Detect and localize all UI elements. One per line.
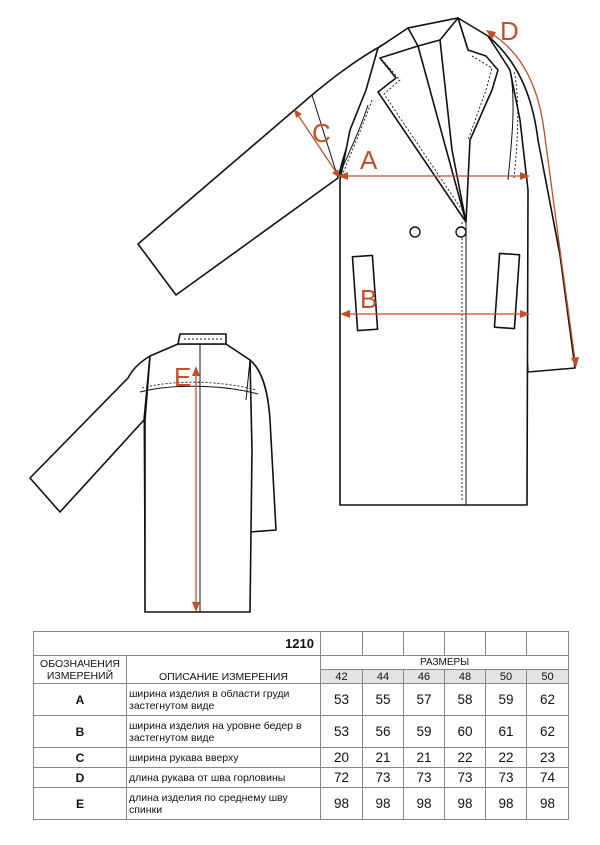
button-left [410, 227, 420, 237]
back-left-sleeve [30, 356, 150, 512]
measure-value: 61 [486, 716, 527, 748]
measure-value: 57 [404, 684, 445, 716]
measure-value: 98 [404, 788, 445, 820]
size-col: 50 [486, 670, 527, 684]
measure-description: ширина рукава вверху [127, 748, 321, 768]
measure-description: ширина изделия в области груди застегнутом виде [127, 684, 321, 716]
measure-value: 53 [321, 716, 363, 748]
measure-value: 20 [321, 748, 363, 768]
measure-value: 62 [527, 716, 569, 748]
header-code: ОБОЗНАЧЕНИЯ ИЗМЕРЕНИЙ [34, 656, 127, 684]
measure-value: 59 [486, 684, 527, 716]
header-description: ОПИСАНИЕ ИЗМЕРЕНИЯ [127, 656, 321, 684]
measure-value: 72 [321, 768, 363, 788]
table-row [34, 716, 569, 748]
measure-description: длина рукава от шва горловины [127, 768, 321, 788]
measure-value: 98 [321, 788, 363, 820]
label-c: C [312, 118, 331, 148]
measure-code: E [34, 788, 127, 820]
measure-code: A [34, 684, 127, 716]
table-row [34, 788, 569, 820]
back-body [145, 344, 252, 612]
label-b: B [360, 284, 378, 314]
measure-value: 53 [321, 684, 363, 716]
size-col: 44 [363, 670, 404, 684]
measure-value: 73 [486, 768, 527, 788]
measure-value: 22 [486, 748, 527, 768]
measure-value: 55 [363, 684, 404, 716]
measure-code: B [34, 716, 127, 748]
coat-back-drawing [30, 334, 276, 612]
size-col: 48 [445, 670, 486, 684]
measure-description: длина изделия по среднему шву спинки [127, 788, 321, 820]
measure-value: 62 [527, 684, 569, 716]
measure-description: ширина изделия на уровне бедер в застегнутом виде [127, 716, 321, 748]
measure-value: 73 [445, 768, 486, 788]
header-sizes: РАЗМЕРЫ [321, 656, 569, 670]
measure-value: 21 [404, 748, 445, 768]
measure-value: 98 [527, 788, 569, 820]
button-right [456, 227, 466, 237]
measure-value: 56 [363, 716, 404, 748]
label-d: D [500, 16, 519, 46]
pocket-right [494, 253, 519, 328]
table-row [34, 748, 569, 768]
measure-value: 23 [527, 748, 569, 768]
measure-code: D [34, 768, 127, 788]
measure-value: 98 [363, 788, 404, 820]
measure-value: 73 [404, 768, 445, 788]
table-row [34, 684, 569, 716]
label-a: A [360, 145, 378, 175]
table-row [34, 768, 569, 788]
size-table [33, 631, 569, 820]
measure-value: 73 [363, 768, 404, 788]
measure-value: 98 [445, 788, 486, 820]
size-col: 42 [321, 670, 363, 684]
measure-value: 74 [527, 768, 569, 788]
measure-value: 21 [363, 748, 404, 768]
model-number: 1210 [34, 632, 321, 656]
measure-value: 60 [445, 716, 486, 748]
measure-value: 22 [445, 748, 486, 768]
measure-value: 59 [404, 716, 445, 748]
measure-code: C [34, 748, 127, 768]
size-col: 50 [527, 670, 569, 684]
measure-value: 58 [445, 684, 486, 716]
measure-value: 98 [486, 788, 527, 820]
size-col: 46 [404, 670, 445, 684]
label-e: E [174, 362, 192, 392]
